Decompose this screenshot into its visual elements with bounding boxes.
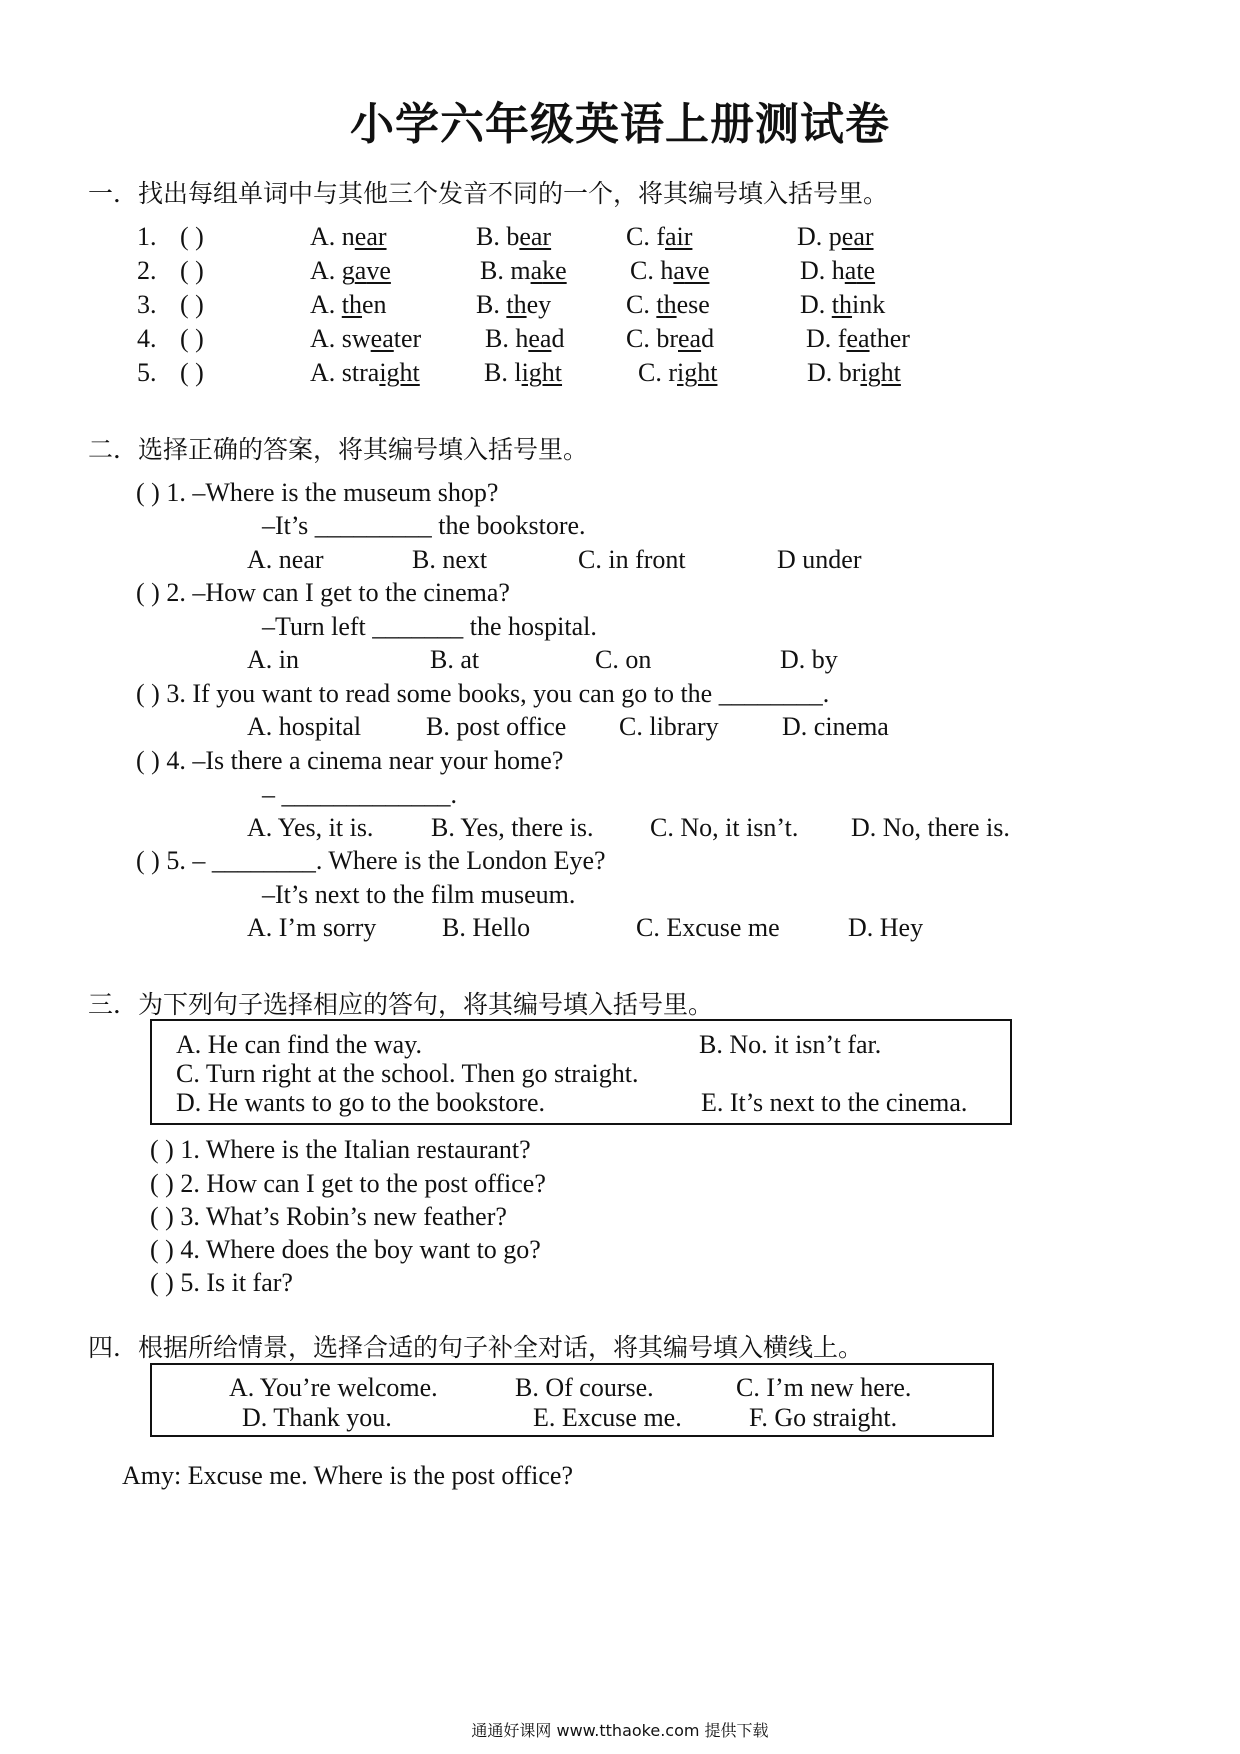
s2-q2-question: ( ) 2. –How can I get to the cinema? [136,578,510,607]
s2-q2-option-a: A. in [247,645,299,674]
s1-row-1-number: 1. [137,222,157,251]
s1-row-5-option-a: A. straight [310,358,420,387]
s2-q5-option-d: D. Hey [848,913,924,942]
s3-question-1: ( ) 1. Where is the Italian restaurant? [150,1135,531,1164]
s1-row-3-number: 3. [137,290,157,319]
s2-q5-question: ( ) 5. – ________. Where is the London Eye? [136,846,606,875]
s1-row-1-option-b: B. bear [476,222,552,251]
s1-row-1-option-d: D. pear [797,222,874,251]
s2-q5-option-b: B. Hello [442,913,531,942]
s1-row-5-answer-paren[interactable]: ( ) [180,358,204,387]
s2-q5-option-c: C. Excuse me [636,913,780,942]
s1-row-2-number: 2. [137,256,157,285]
s1-row-4-option-b: B. head [485,324,565,353]
s1-row-1-option-c: C. fair [626,222,693,251]
s2-q1-option-c: C. in front [578,545,686,574]
s1-row-4-option-d: D. feather [806,324,910,353]
s3-box-option-b: B. No. it isn’t far. [699,1030,882,1059]
s2-q3-option-a: A. hospital [247,712,362,741]
s1-row-3-option-d: D. think [800,290,886,319]
s1-row-2-answer-paren[interactable]: ( ) [180,256,204,285]
s1-row-5-option-b: B. light [484,358,563,387]
s1-row-3-answer-paren[interactable]: ( ) [180,290,204,319]
section-1-heading: 一．找出每组单词中与其他三个发音不同的一个，将其编号填入括号里。 [88,179,889,208]
s4-box-option-c: C. I’m new here. [736,1373,912,1402]
s1-row-2-option-b: B. make [480,256,567,285]
section-3-heading: 三．为下列句子选择相应的答句，将其编号填入括号里。 [88,990,714,1019]
s1-row-2-option-c: C. have [630,256,710,285]
page-title: 小学六年级英语上册测试卷 [350,99,890,150]
s2-q5-option-a: A. I’m sorry [247,913,377,942]
s1-row-1-option-a: A. near [310,222,387,251]
s2-q4-option-d: D. No, there is. [851,813,1010,842]
s2-q1-question: ( ) 1. –Where is the museum shop? [136,478,499,507]
s3-box-option-c: C. Turn right at the school. Then go straight. [176,1059,639,1088]
s2-q1-blank-line: –It’s _________ the bookstore. [262,511,586,540]
s2-q5-response-line: –It’s next to the film museum. [262,880,576,909]
s2-q1-option-d: D under [777,545,862,574]
s2-q3-question: ( ) 3. If you want to read some books, you can go to the ________. [136,679,830,708]
s4-box-option-a: A. You’re welcome. [229,1373,438,1402]
s2-q4-blank-line: – _____________. [262,780,457,809]
s4-box-option-e: E. Excuse me. [533,1403,682,1432]
s1-row-3-option-c: C. these [626,290,710,319]
s2-q3-option-c: C. library [619,712,719,741]
s2-q2-option-b: B. at [430,645,480,674]
s1-row-2-option-d: D. hate [800,256,876,285]
s2-q3-option-b: B. post office [426,712,567,741]
s1-row-5-option-d: D. bright [807,358,901,387]
s2-q4-option-c: C. No, it isn’t. [650,813,799,842]
s3-question-5: ( ) 5. Is it far? [150,1268,293,1297]
s1-row-4-answer-paren[interactable]: ( ) [180,324,204,353]
s1-row-3-option-a: A. then [310,290,387,319]
s1-row-5-number: 5. [137,358,157,387]
s4-box-option-f: F. Go straight. [749,1403,898,1432]
s2-q3-option-d: D. cinema [782,712,889,741]
s3-box-option-a: A. He can find the way. [176,1030,422,1059]
s2-q1-option-a: A. near [247,545,324,574]
s2-q2-option-d: D. by [780,645,838,674]
s3-question-4: ( ) 4. Where does the boy want to go? [150,1235,541,1264]
s1-row-5-option-c: C. right [638,358,718,387]
s3-question-2: ( ) 2. How can I get to the post office? [150,1169,546,1198]
s2-q2-blank-line: –Turn left _______ the hospital. [262,612,597,641]
section-2-heading: 二．选择正确的答案，将其编号填入括号里。 [88,435,589,464]
s3-box-option-d: D. He wants to go to the bookstore. [176,1088,546,1117]
s1-row-2-option-a: A. gave [310,256,391,285]
s4-box-option-b: B. Of course. [515,1373,654,1402]
s2-q1-option-b: B. next [412,545,488,574]
section-4-heading: 四．根据所给情景，选择合适的句子补全对话，将其编号填入横线上。 [88,1333,864,1362]
s2-q4-option-a: A. Yes, it is. [247,813,374,842]
s2-q4-option-b: B. Yes, there is. [431,813,594,842]
s1-row-1-answer-paren[interactable]: ( ) [180,222,204,251]
footer-credit: 通通好课网 www.tthaoke.com 提供下载 [471,1721,769,1740]
s1-row-4-option-c: C. bread [626,324,715,353]
s1-row-4-option-a: A. sweater [310,324,422,353]
s4-dialog-line-1: Amy: Excuse me. Where is the post office? [122,1461,574,1490]
s3-question-3: ( ) 3. What’s Robin’s new feather? [150,1202,507,1231]
s2-q4-question: ( ) 4. –Is there a cinema near your home? [136,746,564,775]
s1-row-4-number: 4. [137,324,157,353]
s3-box-option-e: E. It’s next to the cinema. [701,1088,968,1117]
s4-box-option-d: D. Thank you. [242,1403,392,1432]
s2-q2-option-c: C. on [595,645,652,674]
s1-row-3-option-b: B. they [476,290,552,319]
